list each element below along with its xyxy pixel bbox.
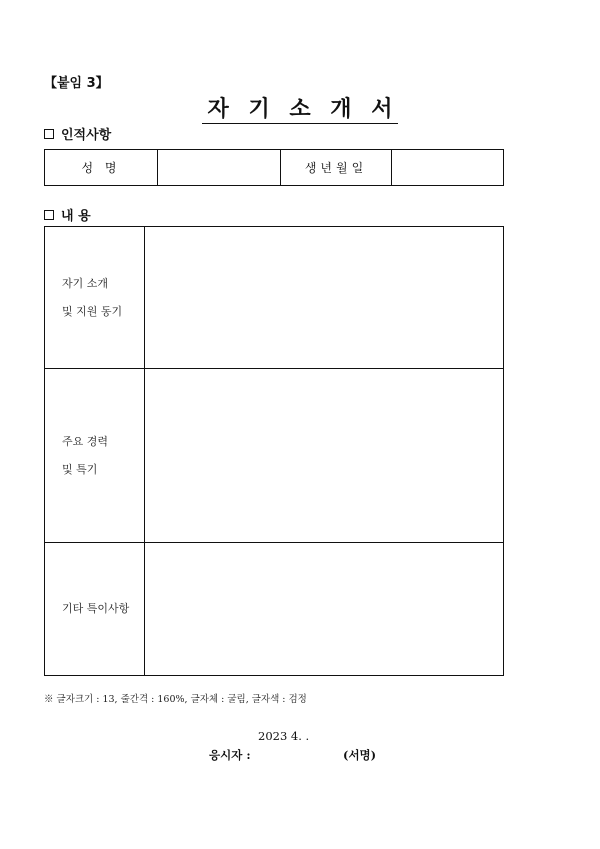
self-intro-label-line: 자기 소개 <box>62 276 109 290</box>
self-intro-field[interactable] <box>145 227 504 369</box>
document-title <box>0 92 600 123</box>
other-notes-field[interactable] <box>145 543 504 676</box>
attachment-label: 【붙임 3】 <box>44 76 109 91</box>
content-table <box>44 226 504 676</box>
table-row <box>45 543 504 676</box>
birthdate-field[interactable] <box>392 150 504 186</box>
checkbox-square-icon <box>44 210 54 220</box>
career-label <box>45 369 145 543</box>
career-label-line: 및 특기 <box>62 462 98 476</box>
section-personal-info <box>44 124 111 143</box>
checkbox-square-icon <box>44 129 54 139</box>
personal-info-table <box>44 149 504 186</box>
career-label-line: 주요 경력 <box>62 434 109 448</box>
self-intro-label <box>45 227 145 369</box>
section-content-label: 내 용 <box>61 209 91 224</box>
document-title-text: 자 기 소 개 서 <box>202 97 399 124</box>
section-content <box>44 205 91 224</box>
table-row <box>45 369 504 543</box>
other-notes-label-line: 기타 특이사항 <box>62 602 130 615</box>
format-note: ※ 글자크기 : 13, 줄간격 : 160%, 글자체 : 굴림, 글자색 : 검정 <box>44 694 307 705</box>
career-field[interactable] <box>145 369 504 543</box>
self-intro-label-line: 및 지원 동기 <box>62 304 123 318</box>
date-line: 2023 4. . <box>258 729 310 743</box>
table-row <box>45 227 504 369</box>
name-label: 성 명 <box>45 150 158 186</box>
section-personal-info-label: 인적사항 <box>61 128 112 143</box>
other-notes-label <box>45 543 145 676</box>
name-field[interactable] <box>158 150 281 186</box>
signature-label: (서명) <box>343 748 377 762</box>
applicant-label: 응시자 : <box>209 748 251 762</box>
birthdate-label: 생년월일 <box>281 150 392 186</box>
